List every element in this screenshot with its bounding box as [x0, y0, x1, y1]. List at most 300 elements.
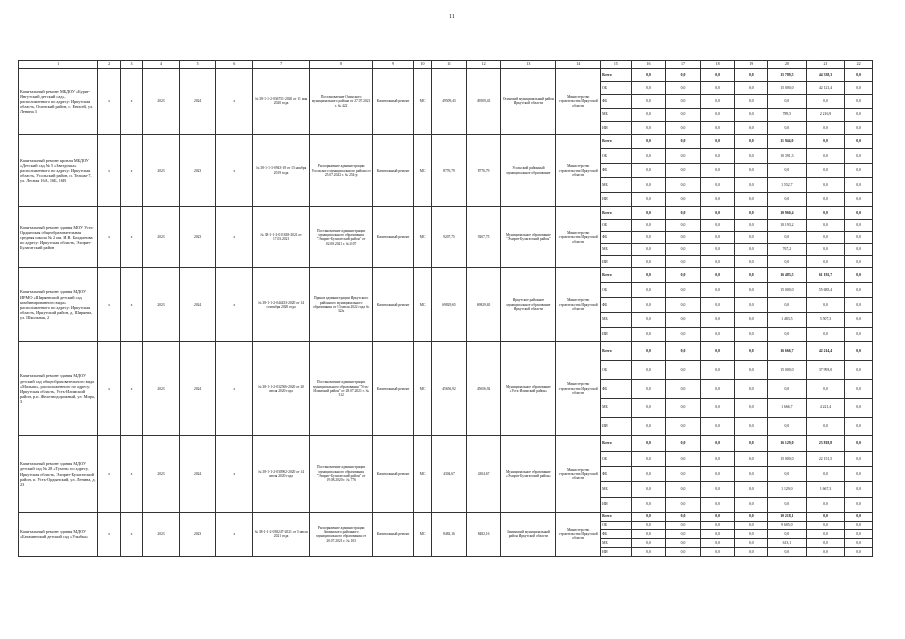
cell-c9: Капитальный ремонт	[373, 268, 414, 342]
value-cell: 0,0	[845, 297, 873, 312]
value-cell: 0,0	[666, 297, 701, 312]
value-cell: 0,0	[806, 95, 845, 108]
value-cell: 0,0	[735, 451, 768, 466]
value-cell: 10 960,4	[768, 207, 807, 219]
value-cell: 0,0	[845, 521, 873, 530]
cell-c5: 2023	[179, 512, 216, 556]
cell-c2: x	[98, 512, 120, 556]
cell-c9: Капитальный ремонт	[373, 134, 414, 207]
value-cell: 0,0	[845, 121, 873, 134]
value-cell: 0,0	[806, 417, 845, 436]
cell-c7: № 38-1-1-3-0943-18 от 15 ноября 2019 года	[253, 134, 310, 207]
value-cell: 5 507,3	[806, 312, 845, 327]
funding-source-cell: МБ	[601, 482, 632, 497]
value-cell: 0,0	[806, 497, 845, 512]
value-cell: 0,0	[735, 521, 768, 530]
cell-c7: № 38-1-1-2-038247-2021 от 5 июля 2021 года	[253, 512, 310, 556]
value-cell: 0,0	[768, 121, 807, 134]
value-cell: 0,0	[845, 417, 873, 436]
value-cell: 0,0	[845, 361, 873, 380]
cell-c3: x	[120, 436, 142, 512]
value-cell: 0,0	[700, 312, 735, 327]
value-cell: 0,0	[700, 342, 735, 361]
cell-c12: 45656,92	[466, 342, 501, 436]
value-cell: 0,0	[631, 256, 666, 268]
table-row-total	[19, 207, 873, 219]
column-header: 2	[98, 61, 120, 69]
column-header: 18	[700, 61, 735, 69]
value-cell: 0,0	[845, 244, 873, 256]
funding-source-cell: Всего	[601, 512, 632, 521]
value-cell: 0,0	[845, 219, 873, 231]
value-cell: 0,0	[666, 163, 701, 178]
value-cell: 0,0	[666, 231, 701, 243]
funding-source-cell: Всего	[601, 69, 632, 82]
value-cell: 0,0	[631, 436, 666, 451]
value-cell: 0,0	[735, 149, 768, 164]
cell-c9: Капитальный ремонт	[373, 69, 414, 135]
value-cell: 0,0	[768, 417, 807, 436]
value-cell: 0,0	[700, 521, 735, 530]
value-cell: 0,0	[806, 149, 845, 164]
value-cell: 0,0	[735, 219, 768, 231]
funding-source-cell: ОБ	[601, 521, 632, 530]
value-cell: 0,0	[700, 108, 735, 121]
value-cell: 0,0	[631, 231, 666, 243]
value-cell: 0,0	[700, 297, 735, 312]
value-cell: 0,0	[735, 95, 768, 108]
cell-c2: x	[98, 436, 120, 512]
value-cell: 0,0	[700, 417, 735, 436]
value-cell: 0,0	[735, 163, 768, 178]
value-cell: 16 483,5	[768, 268, 807, 283]
value-cell: 0,0	[631, 451, 666, 466]
cell-c5: 2024	[179, 69, 216, 135]
value-cell: 0,0	[700, 436, 735, 451]
value-cell: 0,0	[806, 327, 845, 342]
table-row-total	[19, 134, 873, 149]
value-cell: 23 818,8	[806, 436, 845, 451]
value-cell: 0,0	[631, 178, 666, 193]
cell-c14: Министерство строительства Иркутской области	[556, 69, 601, 135]
value-cell: 0,0	[631, 548, 666, 557]
value-cell: 11 944,0	[768, 134, 807, 149]
value-cell: 0,0	[845, 163, 873, 178]
value-cell: 44 338,3	[806, 69, 845, 82]
column-header: 15	[601, 61, 632, 69]
value-cell: 0,0	[631, 121, 666, 134]
value-cell: 0,0	[666, 108, 701, 121]
table-row-total	[19, 342, 873, 361]
funding-source-cell: Всего	[601, 268, 632, 283]
value-cell: 0,0	[666, 539, 701, 548]
value-cell: 22 151,5	[806, 451, 845, 466]
value-cell: 0,0	[735, 417, 768, 436]
value-cell: 0,0	[768, 163, 807, 178]
value-cell: 0,0	[700, 548, 735, 557]
value-cell: 9 605,0	[768, 521, 807, 530]
value-cell: 0,0	[845, 482, 873, 497]
table-body	[19, 69, 873, 557]
value-cell: 16 129,0	[768, 436, 807, 451]
value-cell: 0,0	[845, 95, 873, 108]
column-header: 19	[735, 61, 768, 69]
table-row-total	[19, 268, 873, 283]
value-cell: 0,0	[768, 95, 807, 108]
object-name-cell: Капитальный ремонт кровли МБДОУ «Детский сад № 5 «Звездочка» расположенного по адресу: Иркутская область, Усольский район, п. Тельма-7, ул. Лесная 16А, 16Б, 16В	[19, 134, 98, 207]
value-cell: 0,0	[845, 69, 873, 82]
funding-source-cell: ФБ	[601, 466, 632, 481]
cell-c10: МС	[413, 342, 431, 436]
value-cell: 0,0	[666, 268, 701, 283]
cell-c8: Постановление администрации муниципального образования "Эхирит-Булагатский район" от 19.08.2020 г. № 776	[310, 436, 373, 512]
value-cell: 0,0	[631, 268, 666, 283]
value-cell: 0,0	[806, 178, 845, 193]
value-cell: 0,0	[806, 466, 845, 481]
funding-source-cell: ФБ	[601, 231, 632, 243]
value-cell: 0,0	[735, 379, 768, 398]
cell-c14: Министерство строительства Иркутской области	[556, 134, 601, 207]
cell-c8: Приказ администрации Иркутского районного муниципального образования от 13 июля 2022 года № 32/к	[310, 268, 373, 342]
column-header: 12	[466, 61, 501, 69]
value-cell: 0,0	[631, 512, 666, 521]
cell-c4: 2023	[143, 512, 180, 556]
value-cell: 0,0	[768, 466, 807, 481]
value-cell: 0,0	[735, 530, 768, 539]
value-cell: 0,0	[845, 149, 873, 164]
cell-c13: Муниципальное образование «Усть-Илимский район»	[501, 342, 556, 436]
cell-c10: МС	[413, 268, 431, 342]
object-name-cell: Капитальный ремонт МБДОУ «Бурят-Янгутский детский сад», расположенного по адресу: Иркутская область, Осинский район, с. Енисей, ул. Ленина 3	[19, 69, 98, 135]
value-cell: 613,1	[768, 539, 807, 548]
column-header: 10	[413, 61, 431, 69]
column-header: 11	[432, 61, 467, 69]
funding-source-cell: МБ	[601, 398, 632, 417]
value-cell: 0,0	[735, 497, 768, 512]
value-cell: 0,0	[845, 312, 873, 327]
value-cell: 0,0	[735, 342, 768, 361]
cell-c2: x	[98, 268, 120, 342]
cell-c5: 2024	[179, 436, 216, 512]
cell-c14: Министерство строительства Иркутской области	[556, 207, 601, 268]
funding-source-cell: ИИ	[601, 121, 632, 134]
value-cell: 0,0	[735, 178, 768, 193]
cell-c2: x	[98, 69, 120, 135]
funding-source-cell: Всего	[601, 207, 632, 219]
value-cell: 0,0	[806, 379, 845, 398]
cell-c12: 9207,75	[466, 207, 501, 268]
value-cell: 0,0	[735, 312, 768, 327]
value-cell: 0,0	[806, 539, 845, 548]
value-cell: 0,0	[806, 192, 845, 207]
cell-c14: Министерство строительства Иркутской области	[556, 268, 601, 342]
table-row-total	[19, 436, 873, 451]
funding-source-cell: ИИ	[601, 256, 632, 268]
value-cell: 0,0	[845, 192, 873, 207]
value-cell: 0,0	[700, 69, 735, 82]
value-cell: 0,0	[666, 69, 701, 82]
funding-source-cell: ФБ	[601, 95, 632, 108]
value-cell: 0,0	[700, 539, 735, 548]
funding-source-cell: ИИ	[601, 417, 632, 436]
value-cell: 1 552,7	[768, 178, 807, 193]
value-cell: 0,0	[806, 548, 845, 557]
value-cell: 0,0	[631, 82, 666, 95]
value-cell: 0,0	[735, 121, 768, 134]
value-cell: 0,0	[700, 497, 735, 512]
cell-c13: Муниципальное образование «Эхирит-Булагатский район»	[501, 436, 556, 512]
value-cell: 10 218,1	[768, 512, 807, 521]
object-name-cell: Капитальный ремонт здания МДОУ «Батаминский детский сад «Улыбка»	[19, 512, 98, 556]
value-cell: 0,0	[700, 82, 735, 95]
funding-source-cell: Всего	[601, 342, 632, 361]
object-name-cell: Капитальный ремонт здания МДОУ детский сад общеобразовательного вида «Малыш», расположенного по адресу: Иркутская область, Усть-Илимский район, р.п. Железнодорожный, ул. Мира, 3	[19, 342, 98, 436]
funding-source-cell: ОБ	[601, 82, 632, 95]
value-cell: 0,0	[735, 231, 768, 243]
value-cell: 0,0	[735, 134, 768, 149]
value-cell: 0,0	[735, 539, 768, 548]
value-cell: 0,0	[735, 482, 768, 497]
value-cell: 0,0	[666, 327, 701, 342]
cell-c3: x	[120, 342, 142, 436]
object-name-cell: Капитальный ремонт здания МОУ Усть-Ордынская общеобразовательная средняя школа № 2 им. И.В. Балдынова по адресу: Иркутская область, Эхирит-Булагатский район	[19, 207, 98, 268]
value-cell: 0,0	[631, 95, 666, 108]
cell-c8: Постановление администрации муниципального образования "Усть-Илимский район" от 28.07.2021 г. № 312	[310, 342, 373, 436]
value-cell: 0,0	[631, 497, 666, 512]
value-cell: 0,0	[666, 312, 701, 327]
value-cell: 789,5	[768, 108, 807, 121]
value-cell: 0,0	[666, 521, 701, 530]
table-row-total	[19, 69, 873, 82]
cell-c5: 2024	[179, 268, 216, 342]
value-cell: 0,0	[631, 219, 666, 231]
value-cell: 0,0	[631, 149, 666, 164]
value-cell: 0,0	[631, 361, 666, 380]
value-cell: 0,0	[700, 451, 735, 466]
value-cell: 0,0	[631, 134, 666, 149]
cell-c8: Постановление Осинского муниципального района от 27.07.2021 г. № 422	[310, 69, 373, 135]
column-header: 7	[253, 61, 310, 69]
value-cell: 0,0	[768, 497, 807, 512]
cell-c7: № 38-1-1-2-044433-2020 от 14 сентября 2020 года	[253, 268, 310, 342]
value-cell: 0,0	[666, 82, 701, 95]
column-header: 4	[143, 61, 180, 69]
value-cell: 0,0	[700, 121, 735, 134]
value-cell: 0,0	[631, 163, 666, 178]
value-cell: 16 666,7	[768, 342, 807, 361]
value-cell: 0,0	[700, 244, 735, 256]
value-cell: 0,0	[666, 244, 701, 256]
column-header: 1	[19, 61, 98, 69]
cell-c7: № 38-1-1-2-032506-2020 от 20 июля 2020 года	[253, 342, 310, 436]
cell-c4: 2023	[143, 69, 180, 135]
funding-source-cell: Всего	[601, 436, 632, 451]
cell-c13: Муниципальное образование "Эхирит-Булагатский район"	[501, 207, 556, 268]
value-cell: 37 993,0	[806, 361, 845, 380]
value-cell: 0,0	[666, 207, 701, 219]
value-cell: 0,0	[666, 466, 701, 481]
cell-c5: 2024	[179, 342, 216, 436]
cell-c12: 8482,16	[466, 512, 501, 556]
value-cell: 0,0	[845, 327, 873, 342]
value-cell: 0,0	[666, 530, 701, 539]
value-cell: 10 391,3	[768, 149, 807, 164]
cell-c12: 49509,43	[466, 69, 501, 135]
cell-c10: МС	[413, 207, 431, 268]
value-cell: 0,0	[631, 521, 666, 530]
column-header: 20	[768, 61, 807, 69]
value-cell: 0,0	[845, 207, 873, 219]
cell-c7: № 38-1-1-2-036751-2020 от 11 мая 2020 года	[253, 69, 310, 135]
value-cell: 0,0	[845, 512, 873, 521]
value-cell: 0,0	[666, 451, 701, 466]
object-name-cell: Капитальный ремонт здания МДОУ ИРМО «Ширяевский детский сад комбинированного вида» расположенного по адресу: Иркутская область, Иркутский район, д. Ширяева, ул. Школьная, 2	[19, 268, 98, 342]
funding-source-cell: ОБ	[601, 361, 632, 380]
header-row	[19, 61, 873, 69]
value-cell: 0,0	[631, 108, 666, 121]
cell-c6: x	[216, 436, 253, 512]
value-cell: 0,0	[631, 417, 666, 436]
value-cell: 0,0	[845, 398, 873, 417]
value-cell: 0,0	[845, 497, 873, 512]
funding-source-cell: ОБ	[601, 149, 632, 164]
value-cell: 0,0	[666, 417, 701, 436]
value-cell: 0,0	[700, 178, 735, 193]
value-cell: 42 214,4	[806, 342, 845, 361]
value-cell: 0,0	[666, 134, 701, 149]
cell-c5: 2023	[179, 207, 216, 268]
value-cell: 0,0	[666, 482, 701, 497]
value-cell: 0,0	[666, 283, 701, 298]
cell-c11: 8776,79	[432, 134, 467, 207]
value-cell: 0,0	[631, 312, 666, 327]
value-cell: 0,0	[768, 327, 807, 342]
value-cell: 0,0	[735, 436, 768, 451]
value-cell: 0,0	[768, 231, 807, 243]
value-cell: 0,0	[735, 283, 768, 298]
value-cell: 10 193,2	[768, 219, 807, 231]
value-cell: 0,0	[768, 530, 807, 539]
cell-c6: x	[216, 512, 253, 556]
cell-c13: Зиминский муниципальный район Иркутской области	[501, 512, 556, 556]
value-cell: 0,0	[735, 548, 768, 557]
value-cell: 0,0	[666, 219, 701, 231]
cell-c5: 2023	[179, 134, 216, 207]
funding-source-cell: Всего	[601, 134, 632, 149]
value-cell: 0,0	[806, 231, 845, 243]
cell-c6: x	[216, 268, 253, 342]
investment-table	[18, 60, 873, 557]
value-cell: 0,0	[666, 192, 701, 207]
value-cell: 0,0	[806, 121, 845, 134]
value-cell: 0,0	[806, 244, 845, 256]
cell-c10: МС	[413, 134, 431, 207]
cell-c6: x	[216, 69, 253, 135]
value-cell: 0,0	[735, 361, 768, 380]
value-cell: 0,0	[700, 482, 735, 497]
value-cell: 0,0	[631, 379, 666, 398]
column-header: 17	[666, 61, 701, 69]
cell-c9: Капитальный ремонт	[373, 207, 414, 268]
value-cell: 0,0	[631, 342, 666, 361]
value-cell: 0,0	[700, 268, 735, 283]
value-cell: 0,0	[735, 327, 768, 342]
cell-c8: Распоряжение администрации Зиминского районного муниципального образования от 20.07.2021 г. № 103	[310, 512, 373, 556]
value-cell: 0,0	[666, 497, 701, 512]
value-cell: 1 667,3	[806, 482, 845, 497]
cell-c9: Капитальный ремонт	[373, 436, 414, 512]
value-cell: 0,0	[666, 436, 701, 451]
value-cell: 0,0	[700, 192, 735, 207]
cell-c9: Капитальный ремонт	[373, 342, 414, 436]
value-cell: 0,0	[735, 69, 768, 82]
value-cell: 0,0	[806, 163, 845, 178]
value-cell: 0,0	[735, 244, 768, 256]
value-cell: 0,0	[666, 342, 701, 361]
column-header: 14	[556, 61, 601, 69]
value-cell: 0,0	[700, 95, 735, 108]
value-cell: 0,0	[735, 108, 768, 121]
cell-c6: x	[216, 342, 253, 436]
value-cell: 0,0	[700, 134, 735, 149]
value-cell: 0,0	[700, 149, 735, 164]
page-number: 11	[449, 14, 455, 20]
value-cell: 0,0	[666, 398, 701, 417]
value-cell: 15 000,0	[768, 361, 807, 380]
funding-source-cell: МБ	[601, 539, 632, 548]
cell-c11: 9207,75	[432, 207, 467, 268]
cell-c12: 8776,79	[466, 134, 501, 207]
value-cell: 0,0	[666, 256, 701, 268]
funding-source-cell: МБ	[601, 244, 632, 256]
value-cell: 0,0	[700, 219, 735, 231]
value-cell: 0,0	[845, 530, 873, 539]
value-cell: 0,0	[806, 134, 845, 149]
value-cell: 0,0	[806, 207, 845, 219]
funding-source-cell: ОБ	[601, 283, 632, 298]
cell-c8: Распоряжение администрации Усольского муниципального района от 25.07.2022 г. № 254-р	[310, 134, 373, 207]
funding-source-cell: ИИ	[601, 497, 632, 512]
funding-source-cell: ФБ	[601, 379, 632, 398]
cell-c13: Осинский муниципальный район Иркутской области	[501, 69, 556, 135]
column-header: 6	[216, 61, 253, 69]
value-cell: 0,0	[768, 256, 807, 268]
value-cell: 0,0	[700, 163, 735, 178]
value-cell: 4 221,4	[806, 398, 845, 417]
cell-c4: 2023	[143, 207, 180, 268]
cell-c3: x	[120, 512, 142, 556]
cell-c7: № 38-1-1-2-030902-2020 от 14 июля 2020 года	[253, 436, 310, 512]
value-cell: 55 685,4	[806, 283, 845, 298]
value-cell: 15 000,0	[768, 451, 807, 466]
cell-c8: Постановление администрации муниципального образования "Эхирит-Булагатский район" от 02.08.2021 г. №1107	[310, 207, 373, 268]
value-cell: 0,0	[735, 82, 768, 95]
value-cell: 0,0	[700, 512, 735, 521]
value-cell: 0,0	[845, 539, 873, 548]
object-name-cell: Капитальный ремонт здания МДОУ детский сад № 28 «Тумэн» по адресу, Иркутская область, Эхирит-Булагатский район, п. Усть-Ордынский, ул. Ленина, д. 23	[19, 436, 98, 512]
value-cell: 0,0	[735, 256, 768, 268]
value-cell: 1 666,7	[768, 398, 807, 417]
cell-c6: x	[216, 207, 253, 268]
column-header: 8	[310, 61, 373, 69]
funding-source-cell: ОБ	[601, 451, 632, 466]
cell-c12: 4304,67	[466, 436, 501, 512]
value-cell: 0,0	[845, 256, 873, 268]
value-cell: 1 483,5	[768, 312, 807, 327]
funding-source-cell: ИИ	[601, 548, 632, 557]
value-cell: 0,0	[735, 192, 768, 207]
funding-source-cell: ИИ	[601, 327, 632, 342]
